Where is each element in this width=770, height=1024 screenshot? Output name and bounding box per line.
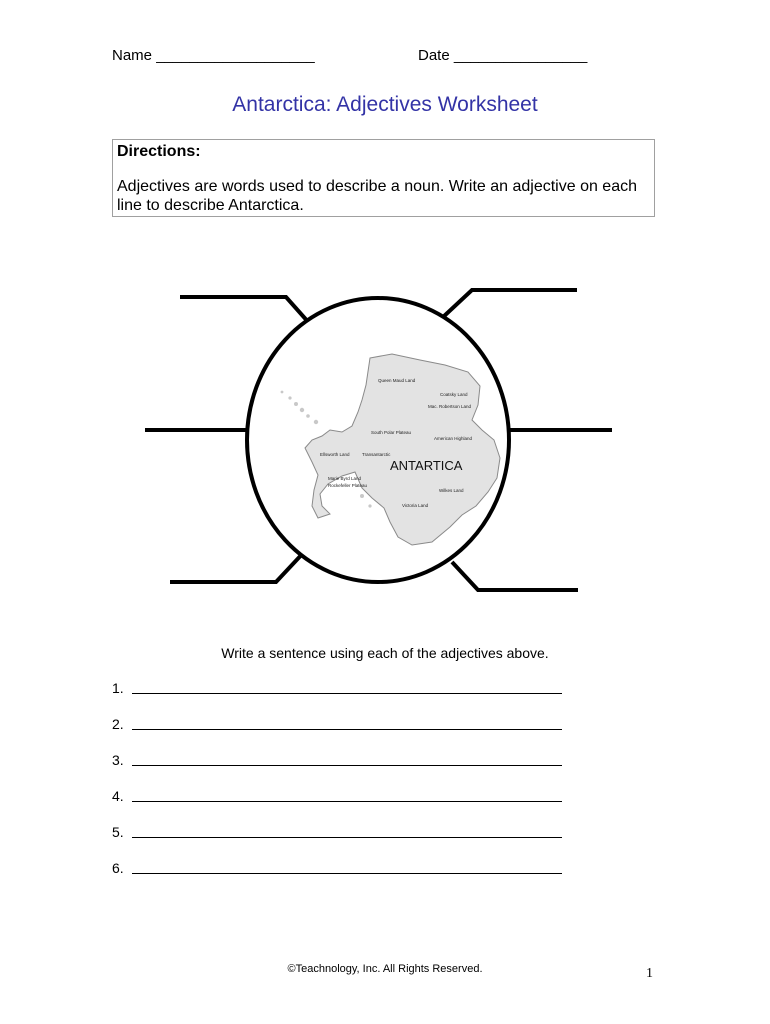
line-number: 4. [112, 788, 124, 804]
region-label: Queen Maud Land [378, 378, 416, 383]
directions-heading: Directions: [117, 143, 201, 160]
page-number: 1 [646, 966, 653, 981]
writing-rule[interactable] [132, 837, 562, 838]
sentence-line[interactable] [112, 824, 562, 840]
sentence-line[interactable] [112, 680, 562, 696]
spoke-bottom-left [170, 550, 306, 582]
writing-rule[interactable] [132, 729, 562, 730]
region-label: Ellsworth Land [320, 452, 350, 457]
sentence-line[interactable] [112, 788, 562, 804]
region-label: Victoria Land [402, 503, 429, 508]
region-label: Coatsky Land [440, 392, 468, 397]
date-blank[interactable]: ________________ [453, 47, 588, 64]
spoke-top-left [180, 297, 310, 324]
line-number: 2. [112, 716, 124, 732]
region-label: South Polar Plateau [371, 430, 412, 435]
name-label: Name [112, 47, 153, 64]
map-main-label: ANTARTICA [390, 458, 463, 473]
region-label: Wilkes Land [439, 488, 464, 493]
sentence-line[interactable] [112, 860, 562, 876]
date-label: Date [418, 47, 450, 64]
directions-text: Adjectives are words used to describe a noun. Write an adjective on each line to describe Antarctica. [117, 178, 637, 214]
spoke-bottom-right [452, 562, 578, 590]
region-label: Mac. Robertson Land [428, 404, 472, 409]
writing-rule[interactable] [132, 801, 562, 802]
sentence-line[interactable] [112, 716, 562, 732]
region-label: Marie Byrd Land [328, 476, 362, 481]
spoke-top-right [442, 290, 577, 318]
writing-rule[interactable] [132, 693, 562, 694]
line-number: 3. [112, 752, 124, 768]
region-label: Rockefeller Plateau [328, 483, 368, 488]
writing-rule[interactable] [132, 765, 562, 766]
region-label: American Highland [434, 436, 473, 441]
page-title: Antarctica: Adjectives Worksheet [232, 93, 538, 116]
line-number: 1. [112, 680, 124, 696]
sentence-line[interactable] [112, 752, 562, 768]
copyright-footer: ©Teachnology, Inc. All Rights Reserved. [287, 963, 483, 975]
line-number: 5. [112, 824, 124, 840]
region-label: Transantarctic [362, 452, 391, 457]
line-number: 6. [112, 860, 124, 876]
name-blank[interactable]: ___________________ [156, 47, 315, 64]
writing-rule[interactable] [132, 873, 562, 874]
sentence-prompt: Write a sentence using each of the adjectives above. [221, 645, 549, 661]
